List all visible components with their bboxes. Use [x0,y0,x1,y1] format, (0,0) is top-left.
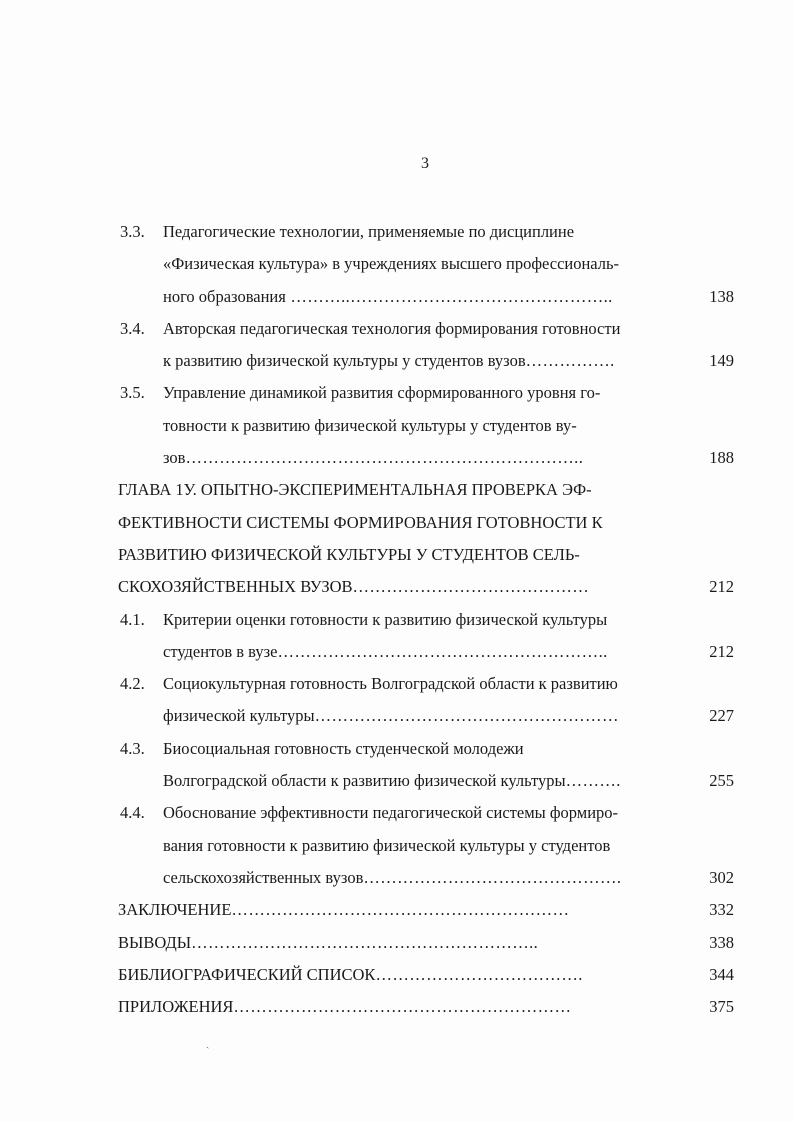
page-ref: 344 [709,964,734,984]
scan-speck: ˏ [206,1038,210,1049]
page-ref: 338 [709,932,734,952]
toc-entry-3-3-cont [118,248,734,280]
page-ref: 302 [709,867,734,887]
section-number: 3.4. [120,318,145,338]
toc-chapter-4-last [118,571,734,603]
dot-leader: ……………. [525,351,615,371]
section-title: «Физическая культура» в учреждениях высшего профессиональ- [163,254,620,274]
section-title: Биосоциальная готовность студенческой молодежи [163,738,524,758]
page-ref: 149 [709,351,734,371]
toc-entry-3-5-cont [118,410,734,442]
page-ref: 255 [709,771,734,791]
toc-conclusion[interactable] [118,894,734,926]
dot-leader: …………………………………… [352,577,590,597]
toc-entry-4-1-last [118,636,734,668]
entry-label: ВЫВОДЫ [118,932,192,952]
section-title: Социокультурная готовность Волгоградской области к развитию [163,674,618,694]
section-number: 4.3. [120,738,145,758]
page-ref: 188 [709,448,734,468]
dot-leader: ………………………………………………….. [277,641,608,661]
section-title-end: зов…………………………………………………………….. [163,448,584,468]
toc-entry-3-4[interactable] [118,313,734,345]
dot-leader: …………………………………………………… [233,997,572,1017]
page-ref: 212 [709,577,734,597]
page-ref: 375 [709,997,734,1017]
toc-entry-4-3[interactable] [118,733,734,765]
entry-label: ЗАКЛЮЧЕНИЕ [118,900,232,920]
section-title-end: ного образования ………..……………………………………….. [163,286,613,306]
toc-entry-3-5-last [118,442,734,474]
page-number: 3 [421,155,429,172]
entry-label: ПРИЛОЖЕНИЯ [118,997,234,1017]
toc-entry-3-5[interactable] [118,377,734,409]
toc-entry-4-4-last [118,862,734,894]
section-title: Педагогические технологии, применяемые по дисциплине [163,222,575,241]
page-ref: 138 [709,286,734,306]
section-number: 3.5. [120,383,145,403]
dot-leader: ………..……………………………………….. [285,286,613,306]
table-of-contents [118,216,734,1023]
section-title-end: студентов в вузе………………………………………………….. [163,641,608,661]
dot-leader: …………………………………………………………….. [185,448,584,468]
section-number: 3.3. [120,222,145,241]
dot-leader: ……………………………………………… [314,706,619,726]
toc-entry-4-3-last [118,765,734,797]
dot-leader: ………………………………………. [363,867,622,887]
section-number: 4.1. [120,609,145,629]
page-ref: 332 [709,900,734,920]
toc-chapter-4[interactable] [118,474,734,506]
section-number: 4.2. [120,674,145,694]
toc-bibliography[interactable] [118,959,734,991]
section-title: Управление динамикой развития сформированного уровня го- [163,383,601,403]
dot-leader: …………………………………………………… [231,900,570,920]
toc-entry-4-4-cont [118,830,734,862]
toc-entry-3-3-last [118,281,734,313]
section-title-end: Волгоградской области к развитию физической культуры………. [163,771,621,791]
toc-appendices[interactable] [118,991,734,1023]
dot-leader: ………. [565,771,621,791]
section-number: 4.4. [120,803,145,823]
toc-entry-3-3[interactable] [118,216,734,248]
section-title-end: сельскохозяйственных вузов………………………………………. [163,867,622,887]
section-title: Критерии оценки готовности к развитию физической культуры [163,609,608,629]
toc-entry-4-2-last [118,700,734,732]
chapter-title: ГЛАВА 1У. ОПЫТНО-ЭКСПЕРИМЕНТАЛЬНАЯ ПРОВЕРКА ЭФ- [118,480,592,500]
dot-leader: ………………………………. [375,964,583,984]
toc-entry-4-2[interactable] [118,668,734,700]
toc-entry-4-4[interactable] [118,797,734,829]
toc-chapter-4-cont [118,507,734,539]
chapter-title-end: СКОХОЗЯЙСТВЕННЫХ ВУЗОВ…………………………………… [118,577,590,597]
dot-leader: …………………………………………………….. [191,932,539,952]
toc-chapter-4-cont [118,539,734,571]
section-title: Обоснование эффективности педагогической системы формиро- [163,803,619,823]
entry-label: БИБЛИОГРАФИЧЕСКИЙ СПИСОК [118,964,376,984]
section-title-end: к развитию физической культуры у студентов вузов……………. [163,351,615,371]
section-title: Авторская педагогическая технология формирования готовности [163,318,621,338]
section-title-end: физической культуры……………………………………………… [163,706,619,726]
chapter-title: ФЕКТИВНОСТИ СИСТЕМЫ ФОРМИРОВАНИЯ ГОТОВНОСТИ К [118,512,603,532]
page-ref: 212 [709,641,734,661]
chapter-title: РАЗВИТИЮ ФИЗИЧЕСКОЙ КУЛЬТУРЫ У СТУДЕНТОВ СЕЛЬ- [118,544,580,564]
page-ref: 227 [709,706,734,726]
section-title: товности к развитию физической культуры у студентов ву- [163,415,577,435]
toc-findings[interactable] [118,927,734,959]
section-title: вания готовности к развитию физической культуры у студентов [163,835,611,855]
toc-entry-4-1[interactable] [118,604,734,636]
toc-entry-3-4-last [118,345,734,377]
